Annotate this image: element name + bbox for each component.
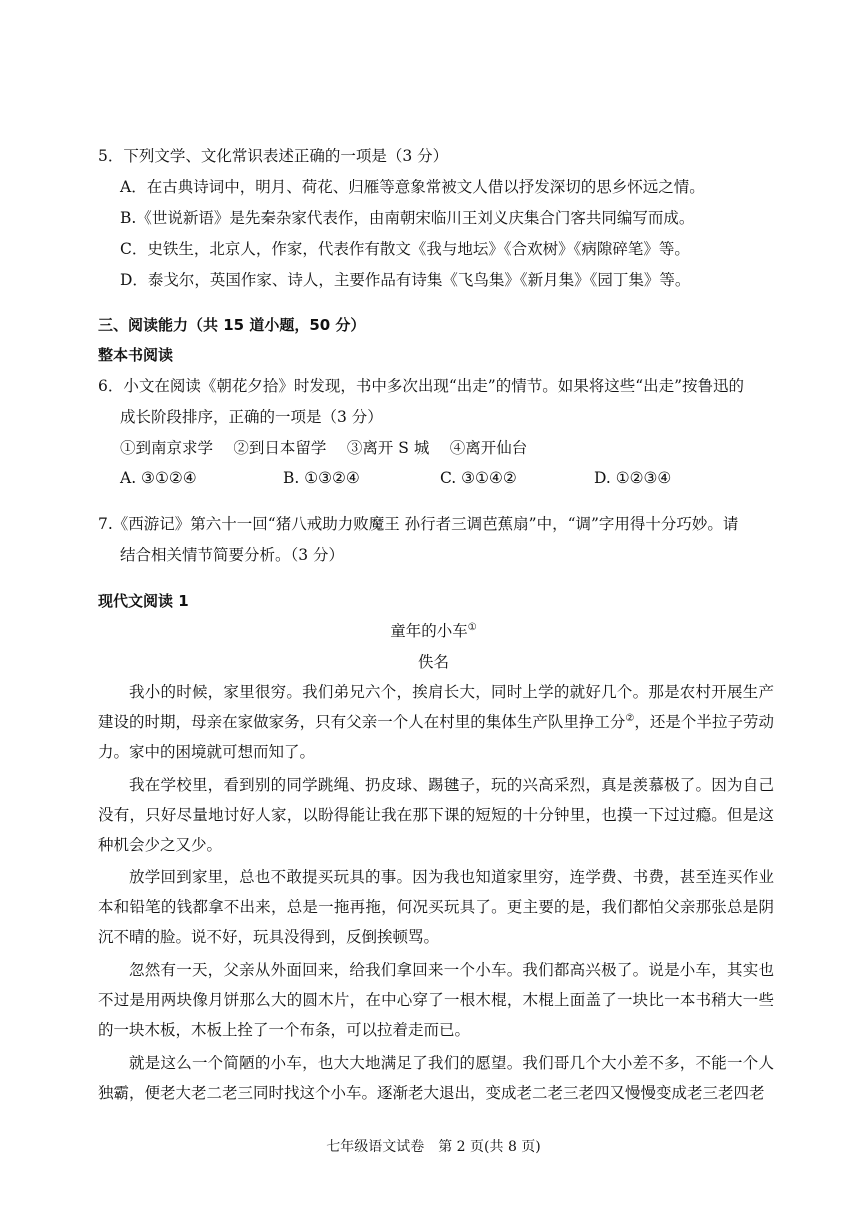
- reading-heading: 现代文阅读 1: [98, 592, 189, 610]
- page-footer: 七年级语文试卷 第 2 页(共 8 页): [326, 1139, 541, 1155]
- q6-choice-a: A. ③①②④: [120, 469, 197, 487]
- passage-title-text: 童年的小车: [390, 622, 468, 640]
- section-title: 三、阅读能力（共 15 道小题，50 分）: [98, 316, 366, 334]
- q5-option-b: B.《世说新语》是先秦杂家代表作，由南朝宋临川王刘义庆集合门客共同编写而成。: [120, 209, 695, 227]
- q5-option-d: D．泰戈尔，英国作家、诗人，主要作品有诗集《飞鸟集》《新月集》《园丁集》等。: [120, 271, 691, 289]
- paragraph-1: [98, 677, 774, 767]
- q5-stem: 5．下列文学、文化常识表述正确的一项是（3 分）: [98, 147, 449, 165]
- title-footnote-marker: ①: [467, 622, 477, 633]
- paragraph-2: 我在学校里，看到别的同学跳绳、扔皮球、踢毽子，玩的兴高采烈，真是羡慕极了。因为自己没有，只好尽量地讨好人家，以盼得能让我在那下课的短短的十分钟里，也摸一下过过瘾。但是这种机会少之又少。: [98, 776, 774, 854]
- paragraph-1-part2: ，还是个半拉子劳动力。家中的困境就可想而知了。: [98, 713, 774, 761]
- q5-option-a: A．在古典诗词中，明月、荷花、归雁等意象常被文人借以抒发深切的思乡怀远之情。: [120, 178, 705, 196]
- q7-line1: 7.《西游记》第六十一回“猪八戒助力败魔王 孙行者三调芭蕉扇”中，“调”字用得十分巧妙。请: [98, 515, 739, 533]
- q6-choice-d: D. ①②③④: [594, 469, 672, 487]
- passage-title: [0, 621, 867, 641]
- passage-author: 佚名: [417, 653, 449, 671]
- paragraph-5: 就是这么一个简陋的小车，也大大地满足了我们的愿望。我们哥几个大小差不多，不能一个人独霸，便老大老二老三同时找这个小车。逐渐老大退出，变成老二老三老四又慢慢变成老三老四老: [98, 1054, 774, 1102]
- q6-choice-c: C. ③①④②: [440, 469, 517, 487]
- paragraph-1-part1: 我小的时候，家里很穷。我们弟兄六个，挨肩长大，同时上学的就好几个。那是农村开展生产建设的时期，母亲在家做家务，只有父亲一个人在村里的集体生产队里挣工分: [98, 683, 774, 731]
- q5-option-c: C．史铁生，北京人，作家，代表作有散文《我与地坛》《合欢树》《病隙碎笔》等。: [120, 240, 690, 258]
- paragraph-4: 忽然有一天，父亲从外面回来，给我们拿回来一个小车。我们都高兴极了。说是小车，其实也不过是用两块像月饼那么大的圆木片，在中心穿了一根木棍，木棍上面盖了一块比一本书稍大一些的一块木板，木板上拴了一个布条，可以拉着走而已。: [98, 961, 774, 1039]
- q7-line2: 结合相关情节简要分析。（3 分）: [120, 546, 345, 564]
- section-subtitle: 整本书阅读: [98, 346, 174, 364]
- q6-choice-b: B. ①③②④: [283, 469, 360, 487]
- paragraph-3: 放学回到家里，总也不敢提买玩具的事。因为我也知道家里穷，连学费、书费，甚至连买作业本和铅笔的钱都拿不出来，总是一拖再拖，何况买玩具了。更主要的是，我们都怕父亲那张总是阴沉不晴的脸。说不好，玩具没得到，反倒挨顿骂。: [98, 868, 774, 946]
- q6-line1: 6．小文在阅读《朝花夕拾》时发现，书中多次出现“出走”的情节。如果将这些“出走”按鲁迅的: [98, 377, 745, 395]
- q6-line2: 成长阶段排序，正确的一项是（3 分）: [120, 408, 383, 426]
- paragraph-1-footnote-marker: ②: [625, 713, 635, 724]
- q6-items: ①到南京求学 ②到日本留学 ③离开 S 城 ④离开仙台: [120, 439, 528, 457]
